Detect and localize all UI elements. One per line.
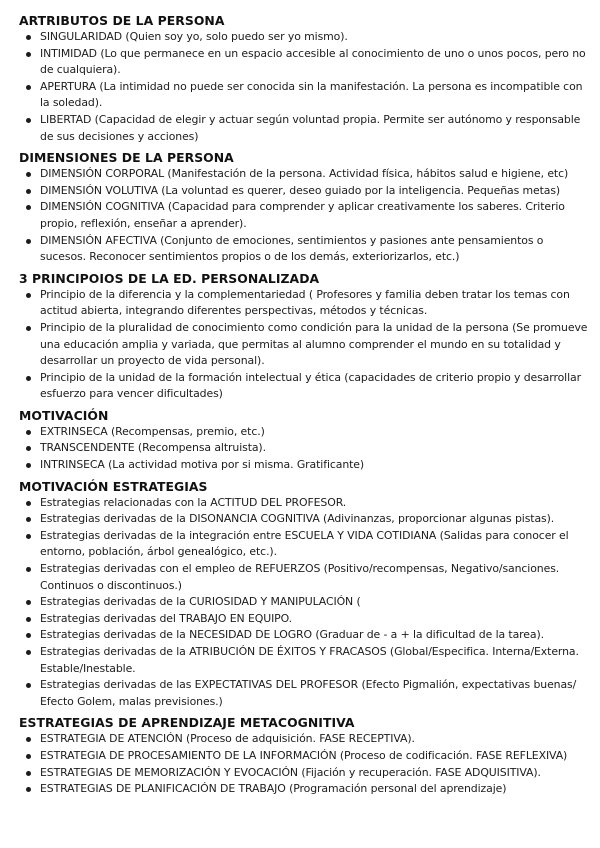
list-item: Estrategias derivadas de la DISONANCIA COGNITIVA (Adivinanzas, proporcionar algunas pistas). bbox=[19, 511, 590, 528]
section-heading: MOTIVACIÓN bbox=[19, 407, 109, 423]
list-item: Estrategias derivadas de las EXPECTATIVAS DEL PROFESOR (Efecto Pigmalión, expectativas buenas/ Efecto Golem, malas previsiones.) bbox=[19, 677, 590, 710]
section-heading: DIMENSIONES DE LA PERSONA bbox=[19, 150, 234, 166]
section bbox=[19, 407, 590, 474]
bullet-list bbox=[19, 495, 590, 711]
section bbox=[19, 12, 590, 145]
section bbox=[19, 714, 590, 797]
list-item: LIBERTAD (Capacidad de elegir y actuar según voluntad propia. Permite ser autónomo y responsable de sus decisiones y acciones) bbox=[19, 112, 590, 145]
list-item: Estrategias derivadas de la CURIOSIDAD Y MANIPULACIÓN ( bbox=[19, 594, 590, 611]
list-item: Estrategias derivadas de la ATRIBUCIÓN DE ÉXITOS Y FRACASOS (Global/Especifica. Interna/Externa. Estable/Inestable. bbox=[19, 644, 590, 677]
list-item: ESTRATEGIAS DE PLANIFICACIÓN DE TRABAJO (Programación personal del aprendizaje) bbox=[19, 781, 590, 798]
list-item: Estrategias relacionadas con la ACTITUD DEL PROFESOR. bbox=[19, 495, 590, 512]
list-item: DIMENSIÓN COGNITIVA (Capacidad para comprender y aplicar creativamente los saberes. Criterio propio, reflexión, enseñar a aprender). bbox=[19, 199, 590, 232]
section bbox=[19, 478, 590, 711]
list-item: Principio de la pluralidad de conocimiento como condición para la unidad de la persona (Se promueve una educación amplia y variada, que permitas al alumno comprender el mundo en su totalidad y desarrollar un proyecto de vida personal). bbox=[19, 320, 590, 370]
list-item: Estrategias derivadas del TRABAJO EN EQUIPO. bbox=[19, 611, 590, 628]
list-item: Estrategias derivadas con el empleo de REFUERZOS (Positivo/recompensas, Negativo/sanciones. Continuos o discontinuos.) bbox=[19, 561, 590, 594]
list-item: EXTRINSECA (Recompensas, premio, etc.) bbox=[19, 424, 590, 441]
section-heading: ESTRATEGIAS DE APRENDIZAJE METACOGNITIVA bbox=[19, 715, 355, 731]
section-heading: MOTIVACIÓN ESTRATEGIAS bbox=[19, 478, 208, 494]
section-heading: ARTRIBUTOS DE LA PERSONA bbox=[19, 13, 225, 28]
bullet-list bbox=[19, 731, 590, 797]
list-item: Estrategias derivadas de la NECESIDAD DE LOGRO (Graduar de - a + la dificultad de la tarea). bbox=[19, 627, 590, 644]
list-item: Principio de la unidad de la formación intelectual y ética (capacidades de criterio propio y desarrollar esfuerzo para vencer dificultades) bbox=[19, 370, 590, 403]
list-item: DIMENSIÓN AFECTIVA (Conjunto de emociones, sentimientos y pasiones ante pensamientos o sucesos. Reconocer sentimientos propios o de los demás, exteriorizarlos, etc.) bbox=[19, 233, 590, 266]
list-item: APERTURA (La intimidad no puede ser conocida sin la manifestación. La persona es incompatible con la soledad). bbox=[19, 79, 590, 112]
list-item: SINGULARIDAD (Quien soy yo, solo puedo ser yo mismo). bbox=[19, 29, 590, 46]
list-item: INTRINSECA (La actividad motiva por si misma. Gratificante) bbox=[19, 457, 590, 474]
list-item: ESTRATEGIA DE PROCESAMIENTO DE LA INFORMACIÓN (Proceso de codificación. FASE REFLEXIVA) bbox=[19, 748, 590, 765]
list-item: Principio de la diferencia y la complementariedad ( Profesores y familia deben tratar los temas con actitud abierta, integrando diferentes perspectivas, métodos y técnicas. bbox=[19, 287, 590, 320]
bullet-list bbox=[19, 29, 590, 145]
list-item: ESTRATEGIA DE ATENCIÓN (Proceso de adquisición. FASE RECEPTIVA). bbox=[19, 731, 590, 748]
section-heading: 3 PRINCIPOIOS DE LA ED. PERSONALIZADA bbox=[19, 270, 320, 286]
section bbox=[19, 270, 590, 403]
list-item: INTIMIDAD (Lo que permanece en un espacio accesible al conocimiento de uno o unos pocos, pero no de cualquiera). bbox=[19, 46, 590, 79]
list-item: TRANSCENDENTE (Recompensa altruista). bbox=[19, 440, 590, 457]
list-item: DIMENSIÓN VOLUTIVA (La voluntad es querer, deseo guiado por la inteligencia. Pequeñas metas) bbox=[19, 183, 590, 200]
bullet-list bbox=[19, 166, 590, 266]
bullet-list bbox=[19, 287, 590, 403]
section bbox=[19, 149, 590, 266]
bullet-list bbox=[19, 424, 590, 474]
list-item: DIMENSIÓN CORPORAL (Manifestación de la persona. Actividad física, hábitos salud e higiene, etc) bbox=[19, 166, 590, 183]
list-item: Estrategias derivadas de la integración entre ESCUELA Y VIDA COTIDIANA (Salidas para conocer el entorno, población, árbol genealógico, etc.). bbox=[19, 528, 590, 561]
list-item: ESTRATEGIAS DE MEMORIZACIÓN Y EVOCACIÓN (Fijación y recuperación. FASE ADQUISITIVA). bbox=[19, 765, 590, 782]
